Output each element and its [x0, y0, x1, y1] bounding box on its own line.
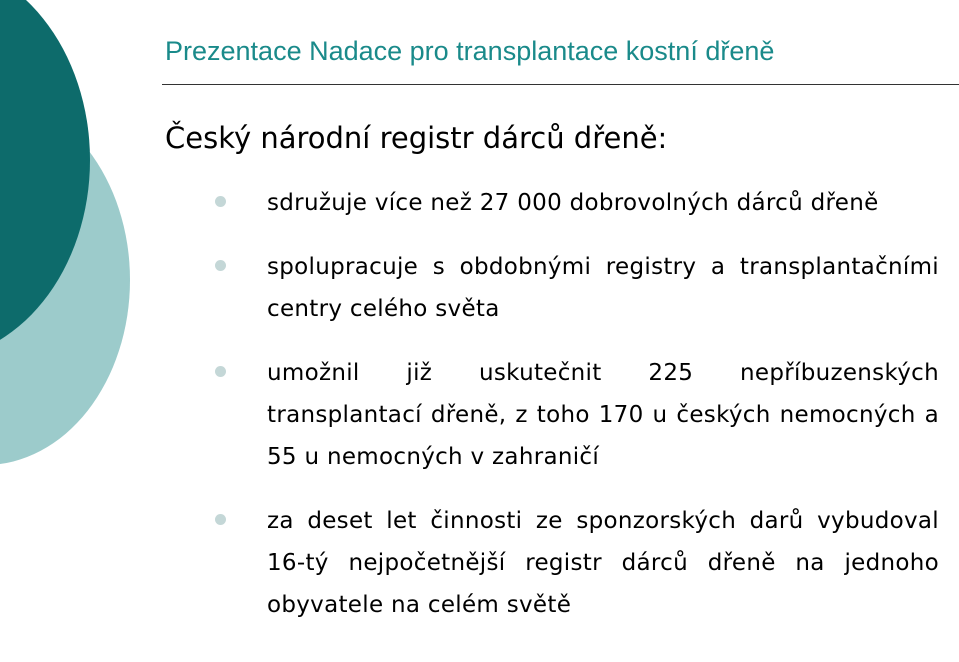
bullet-dot-icon — [215, 196, 226, 207]
bullet-text: umožnil již uskutečnit 225 nepříbuzenských transplantací dřeně, z toho 170 u českých nemocných a 55 u nemocných v zahraničí — [267, 360, 939, 470]
bullet-item — [215, 500, 939, 626]
bullet-item — [215, 182, 939, 224]
bullet-text: za deset let činnosti ze sponzorských darů vybudoval 16-tý nejpočetnější registr dárců dřeně na jednoho obyvatele na celém světě — [267, 508, 939, 618]
slide-subtitle: Český národní registr dárců dřeně: — [165, 121, 668, 155]
bullet-item — [215, 246, 939, 330]
bullet-item — [215, 352, 939, 478]
bullet-dot-icon — [215, 260, 226, 271]
bullet-dot-icon — [215, 514, 226, 525]
bullet-text: spolupracuje s obdobnými registry a transplantačními centry celého světa — [267, 254, 939, 322]
title-divider — [162, 84, 959, 85]
bullet-list — [215, 182, 939, 648]
slide-title: Prezentace Nadace pro transplantace kostní dřeně — [165, 36, 775, 66]
bullet-dot-icon — [215, 366, 226, 377]
bullet-text: sdružuje více než 27 000 dobrovolných dárců dřeně — [267, 190, 879, 216]
